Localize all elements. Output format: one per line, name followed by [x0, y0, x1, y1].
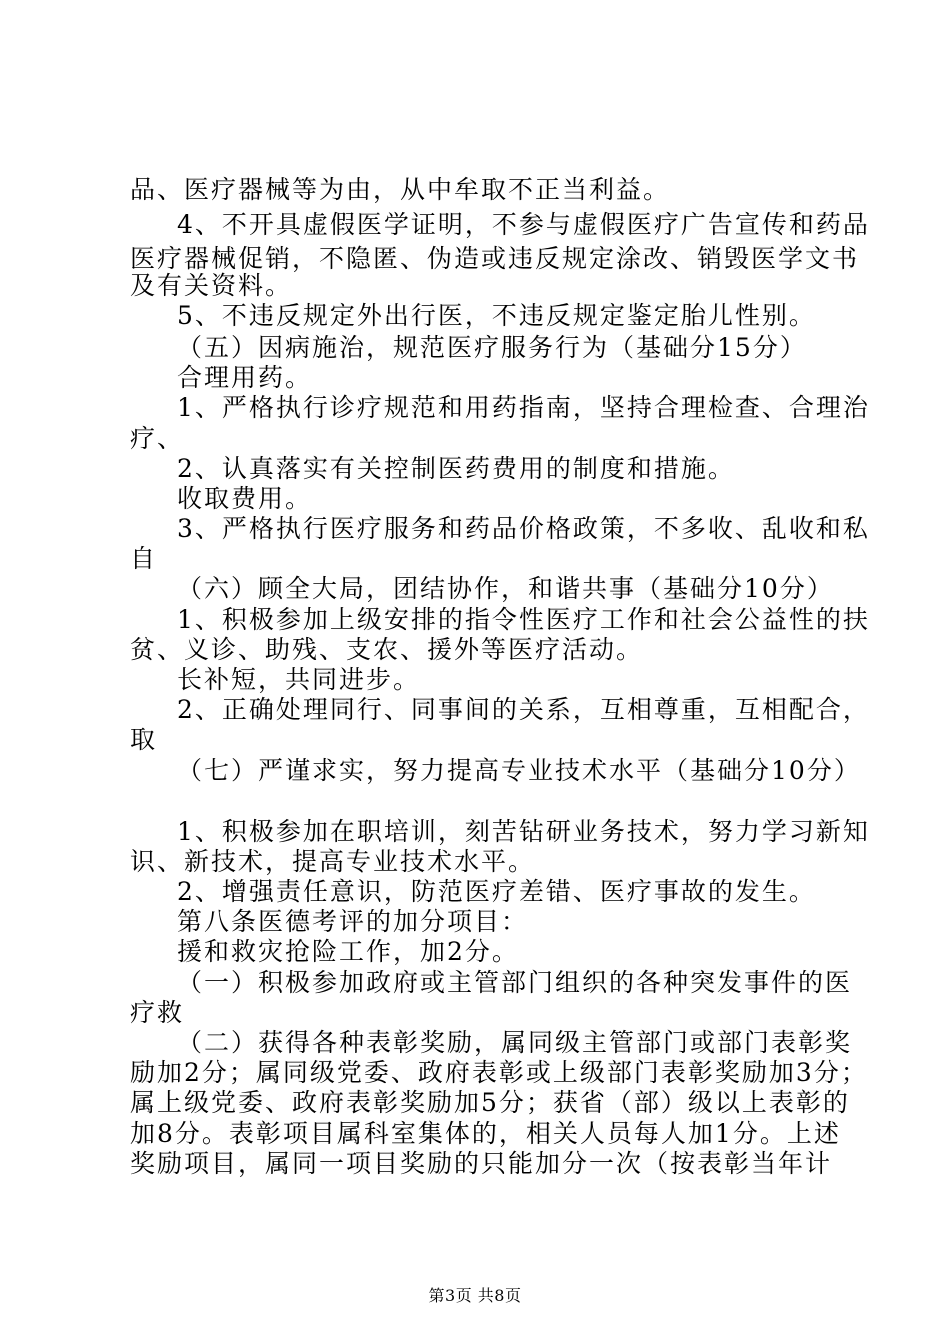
text-line: 4、不开具虚假医学证明，不参与虚假医疗广告宣传和药品: [177, 210, 870, 239]
text-line: 1、积极参加在职培训，刻苦钻研业务技术，努力学习新知: [177, 817, 870, 846]
text-line: 1、积极参加上级安排的指令性医疗工作和社会公益性的扶: [177, 605, 870, 634]
text-line: 自: [130, 544, 158, 573]
section-heading: （五）因病施治，规范医疗服务行为（基础分15分）: [177, 333, 807, 362]
text-line: 及有关资料。: [130, 271, 293, 300]
text-line: （一）积极参加政府或主管部门组织的各种突发事件的医: [177, 968, 853, 997]
page-number: 第3页 共8页: [428, 1286, 522, 1305]
text-line: 识、新技术，提高专业技术水平。: [130, 847, 536, 876]
text-line: （二）获得各种表彰奖励，属同级主管部门或部门表彰奖: [177, 1028, 853, 1057]
text-line: 励加2分；属同级党委、政府表彰或上级部门表彰奖励加3分；: [130, 1058, 868, 1087]
text-line: 长补短，共同进步。: [177, 665, 421, 694]
section-heading: （七）严谨求实，努力提高专业技术水平（基础分10分）: [177, 756, 861, 785]
text-line: 加8分。表彰项目属科室集体的，相关人员每人加1分。上述: [130, 1119, 841, 1148]
article-heading: 第八条医德考评的加分项目：: [177, 907, 529, 936]
text-line: 医疗器械促销，不隐匿、伪造或违反规定涂改、销毁医学文书: [130, 244, 860, 273]
text-line: 2、认真落实有关控制医药费用的制度和措施。: [177, 454, 735, 483]
text-line: 疗救: [130, 998, 185, 1027]
text-line: 奖励项目，属同一项目奖励的只能加分一次（按表彰当年计: [130, 1149, 833, 1178]
text-line: 品、医疗器械等为由，从中牟取不正当利益。: [130, 175, 671, 204]
text-line: 3、严格执行医疗服务和药品价格政策，不多收、乱收和私: [177, 514, 870, 543]
text-line: 2、正确处理同行、同事间的关系，互相尊重，互相配合，: [177, 695, 870, 724]
text-line: 2、增强责任意识，防范医疗差错、医疗事故的发生。: [177, 877, 816, 906]
text-line: 取: [130, 725, 158, 754]
text-line: 5、不违反规定外出行医，不违反规定鉴定胎儿性别。: [177, 301, 816, 330]
text-line: 援和救灾抢险工作，加2分。: [177, 937, 519, 966]
text-line: 合理用药。: [177, 363, 313, 392]
text-line: 属上级党委、政府表彰奖励加5分；获省（部）级以上表彰的: [130, 1088, 850, 1117]
text-line: 1、严格执行诊疗规范和用药指南，坚持合理检查、合理治: [177, 393, 870, 422]
text-line: 疗、: [130, 424, 185, 453]
section-heading: （六）顾全大局，团结协作，和谐共事（基础分10分）: [177, 574, 834, 603]
text-line: 收取费用。: [177, 484, 313, 513]
text-line: 贫、义诊、助残、支农、援外等医疗活动。: [130, 635, 644, 664]
